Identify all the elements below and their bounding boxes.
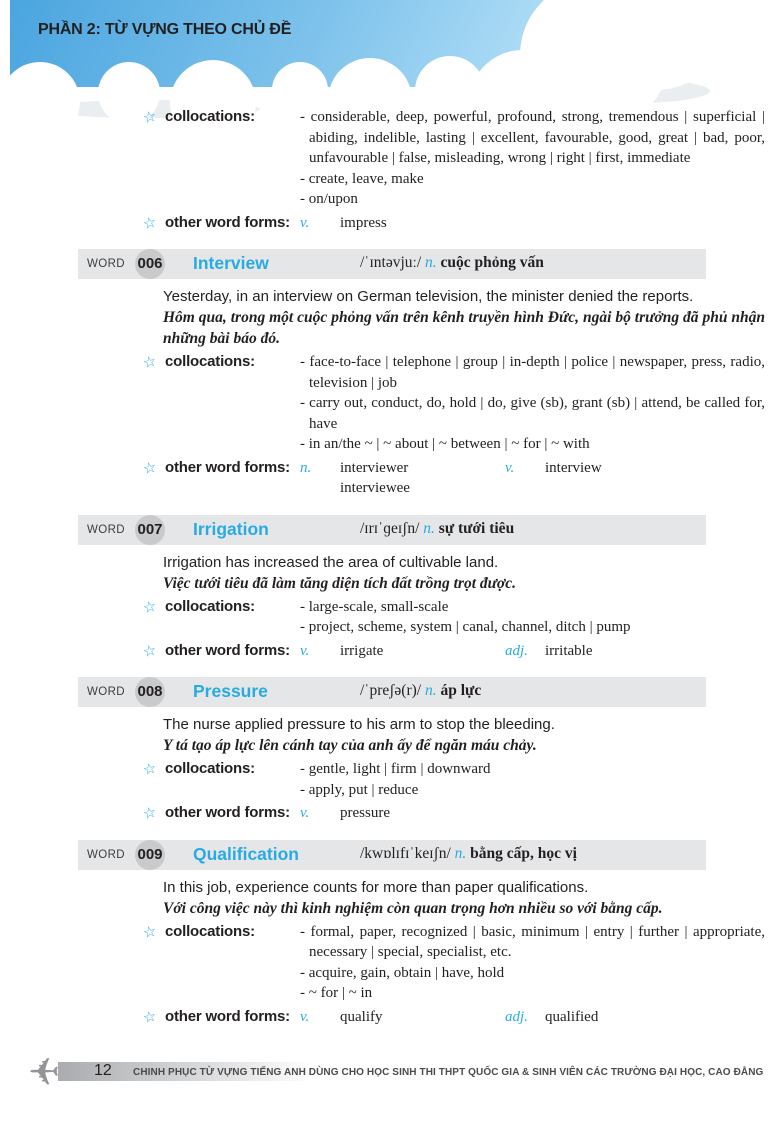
page-title: PHẦN 2: TỪ VỰNG THEO CHỦ ĐỀ	[38, 21, 292, 38]
word-form-pos: adj.	[505, 642, 528, 659]
word-form-pos: v.	[300, 214, 310, 231]
headword: Interview	[193, 253, 269, 273]
other-word-forms-row	[143, 641, 765, 662]
word-header-bar	[78, 677, 706, 707]
other-word-forms-list	[300, 1007, 765, 1028]
word-form-group	[300, 641, 505, 662]
example-english: Yesterday, in an interview on German television, the minister denied the reports.	[163, 288, 694, 305]
word-form-words	[340, 213, 387, 234]
word-form-word: impress	[340, 214, 387, 231]
star-icon: ☆	[141, 641, 159, 661]
part-of-speech-tag: n.	[423, 519, 439, 537]
vocabulary-content	[0, 104, 779, 1027]
word-label: WORD	[87, 848, 126, 861]
collocations-label: collocations:	[165, 922, 255, 940]
word-entry	[0, 677, 779, 824]
pronunciation	[360, 682, 481, 700]
collocation-line: - ~ for | ~ in	[300, 985, 373, 1001]
star-icon: ☆	[141, 803, 159, 824]
airplane-icon: ✈	[28, 1050, 60, 1094]
phonetic-transcription: /ˈɪntəvjuː/	[360, 254, 426, 271]
collocation-line: - considerable, deep, powerful, profound, strong, tremendous | superficial | abiding, indelible, lasting | excellent, favourable, good, great | bad, poor, unfavourable | false, misleading, wrong | right | first, immediate	[300, 109, 765, 166]
other-word-forms-label: other word forms:	[165, 458, 290, 476]
star-icon: ☆	[141, 352, 159, 373]
word-number-badge: 008	[135, 677, 165, 707]
collocation-line: - create, leave, make	[300, 170, 424, 187]
word-entry	[0, 840, 779, 1028]
page-number: 12	[94, 1062, 112, 1079]
vietnamese-meaning: bằng cấp, học vị	[470, 844, 577, 862]
word-form-group	[300, 213, 387, 234]
word-form-words	[340, 803, 390, 824]
other-word-forms-label: other word forms:	[165, 1007, 290, 1025]
example-english: Irrigation has increased the area of cultivable land.	[163, 553, 499, 571]
word-number-badge: 007	[135, 515, 165, 545]
star-icon: ☆	[141, 107, 159, 128]
collocation-line: - project, scheme, system | canal, channel, ditch | pump	[300, 619, 631, 635]
collocations-row	[143, 107, 765, 210]
example-vietnamese: Với công việc này thì kinh nghiệm còn quan trọng hơn nhiều so với bằng cấp.	[163, 899, 663, 917]
collocations-list	[300, 759, 765, 800]
collocations-row	[143, 597, 765, 638]
collocations-list	[300, 922, 765, 1004]
word-form-group	[505, 1007, 598, 1028]
word-form-word: irrigate	[340, 642, 384, 659]
headword: Qualification	[193, 843, 299, 864]
word-form-word: interviewee	[340, 480, 410, 496]
intro-section	[0, 107, 779, 233]
word-form-group	[505, 458, 602, 499]
word-number-badge: 006	[135, 249, 165, 279]
vietnamese-meaning: sự tưới tiêu	[438, 519, 515, 537]
word-form-pos: adj.	[505, 1008, 528, 1025]
word-form-words	[545, 458, 602, 499]
collocations-row	[143, 759, 765, 800]
other-word-forms-label: other word forms:	[165, 641, 290, 659]
collocation-line: - acquire, gain, obtain | have, hold	[300, 964, 505, 981]
collocations-row	[143, 352, 765, 455]
collocations-list	[300, 352, 765, 455]
other-word-forms-row	[143, 803, 765, 824]
example-english: In this job, experience counts for more than paper qualifications.	[163, 878, 589, 896]
collocation-line: - face-to-face | telephone | group | in-depth | police | newspaper, press, radio, television | job	[300, 354, 765, 391]
word-form-group	[300, 1007, 505, 1028]
example-vietnamese: Hôm qua, trong một cuộc phỏng vấn trên kênh truyền hình Đức, ngài bộ trưởng đã phủ nhận những bài báo đó.	[163, 309, 765, 347]
word-form-words	[340, 1007, 383, 1028]
other-word-forms-label: other word forms:	[165, 213, 290, 231]
part-of-speech-tag: n.	[425, 254, 441, 271]
star-icon: ☆	[141, 922, 159, 942]
word-header-bar	[78, 840, 706, 870]
other-word-forms-row	[143, 1007, 765, 1028]
collocation-line: - carry out, conduct, do, hold | do, give (sb), grant (sb) | attend, be called for, have	[300, 395, 765, 432]
star-icon: ☆	[141, 597, 159, 617]
other-word-forms-list	[300, 458, 765, 499]
example-vietnamese: Y tá tạo áp lực lên cánh tay của anh ấy để ngăn máu chảy.	[163, 737, 537, 754]
collocation-line: - on/upon	[300, 191, 358, 207]
word-form-word: qualify	[340, 1008, 383, 1025]
phonetic-transcription: /ɪrɪˈɡeɪʃn/	[360, 519, 424, 537]
word-form-group	[300, 803, 390, 824]
example-english: The nurse applied pressure to his arm to stop the bleeding.	[163, 716, 555, 733]
word-form-pos: v.	[300, 1008, 310, 1025]
collocation-line: - formal, paper, recognized | basic, minimum | entry | further | appropriate, necessary | special, specialist, etc.	[300, 923, 765, 960]
word-form-pos: v.	[300, 642, 310, 659]
collocation-line: - gentle, light | firm | downward	[300, 761, 491, 777]
word-form-words	[545, 641, 592, 662]
other-word-forms-list	[300, 803, 765, 824]
collocations-label: collocations:	[165, 108, 255, 125]
word-number-badge: 009	[135, 840, 165, 870]
word-form-pos: n.	[300, 459, 312, 476]
phonetic-transcription: /ˈpreʃə(r)/	[360, 682, 425, 699]
star-icon: ☆	[141, 1007, 159, 1027]
word-entry	[0, 515, 779, 662]
other-word-forms-list	[300, 213, 765, 234]
collocations-row	[143, 922, 765, 1004]
word-form-word: qualified	[545, 1008, 599, 1025]
headword: Pressure	[193, 681, 268, 701]
pronunciation	[360, 254, 544, 272]
star-icon: ☆	[141, 213, 159, 233]
word-form-group	[300, 458, 505, 499]
part-of-speech-tag: n.	[424, 682, 441, 699]
collocations-label: collocations:	[165, 760, 255, 777]
other-word-forms-row	[143, 213, 765, 234]
collocations-list	[300, 597, 765, 638]
collocation-line: - apply, put | reduce	[300, 781, 419, 798]
pronunciation	[360, 845, 577, 863]
word-form-group	[505, 641, 592, 662]
headword: Irrigation	[193, 518, 269, 539]
word-form-words	[340, 641, 383, 662]
example-vietnamese: Việc tưới tiêu đã làm tăng diện tích đất trồng trọt được.	[163, 574, 516, 592]
collocation-line: - in an/the ~ | ~ about | ~ between | ~ for | ~ with	[300, 436, 590, 452]
word-form-words	[545, 1007, 598, 1028]
star-icon: ☆	[141, 759, 159, 780]
collocations-label: collocations:	[165, 353, 255, 370]
word-entry	[0, 249, 779, 499]
word-form-words	[340, 458, 410, 499]
word-form-pos: v.	[300, 805, 310, 821]
word-form-word: irritable	[545, 642, 593, 659]
word-form-word: interview	[545, 459, 602, 476]
word-label: WORD	[87, 686, 126, 698]
vietnamese-meaning: cuộc phỏng vấn	[440, 254, 544, 271]
collocation-line: - large-scale, small-scale	[300, 598, 449, 615]
other-word-forms-label: other word forms:	[165, 804, 290, 821]
part-of-speech-tag: n.	[454, 844, 471, 862]
phonetic-transcription: /kwɒlɪfɪˈkeɪʃn/	[360, 844, 455, 862]
other-word-forms-row	[143, 458, 765, 499]
word-form-word: pressure	[340, 805, 390, 821]
word-header-bar	[78, 515, 706, 545]
word-header-bar	[78, 249, 706, 279]
collocations-label: collocations:	[165, 597, 255, 615]
word-label: WORD	[87, 258, 126, 270]
vietnamese-meaning: áp lực	[440, 682, 482, 699]
star-icon: ☆	[141, 458, 159, 478]
word-form-word: interviewer	[340, 459, 409, 476]
collocations-list	[300, 107, 765, 210]
word-form-pos: v.	[505, 459, 515, 476]
pronunciation	[360, 520, 514, 538]
footer-book-title: CHINH PHỤC TỪ VỰNG TIẾNG ANH DÙNG CHO HỌC SINH THI THPT QUỐC GIA & SINH VIÊN CÁC TRƯỜNG ĐẠI HỌC, CAO ĐẲNG	[133, 1067, 764, 1078]
word-label: WORD	[87, 523, 126, 536]
other-word-forms-list	[300, 641, 765, 662]
